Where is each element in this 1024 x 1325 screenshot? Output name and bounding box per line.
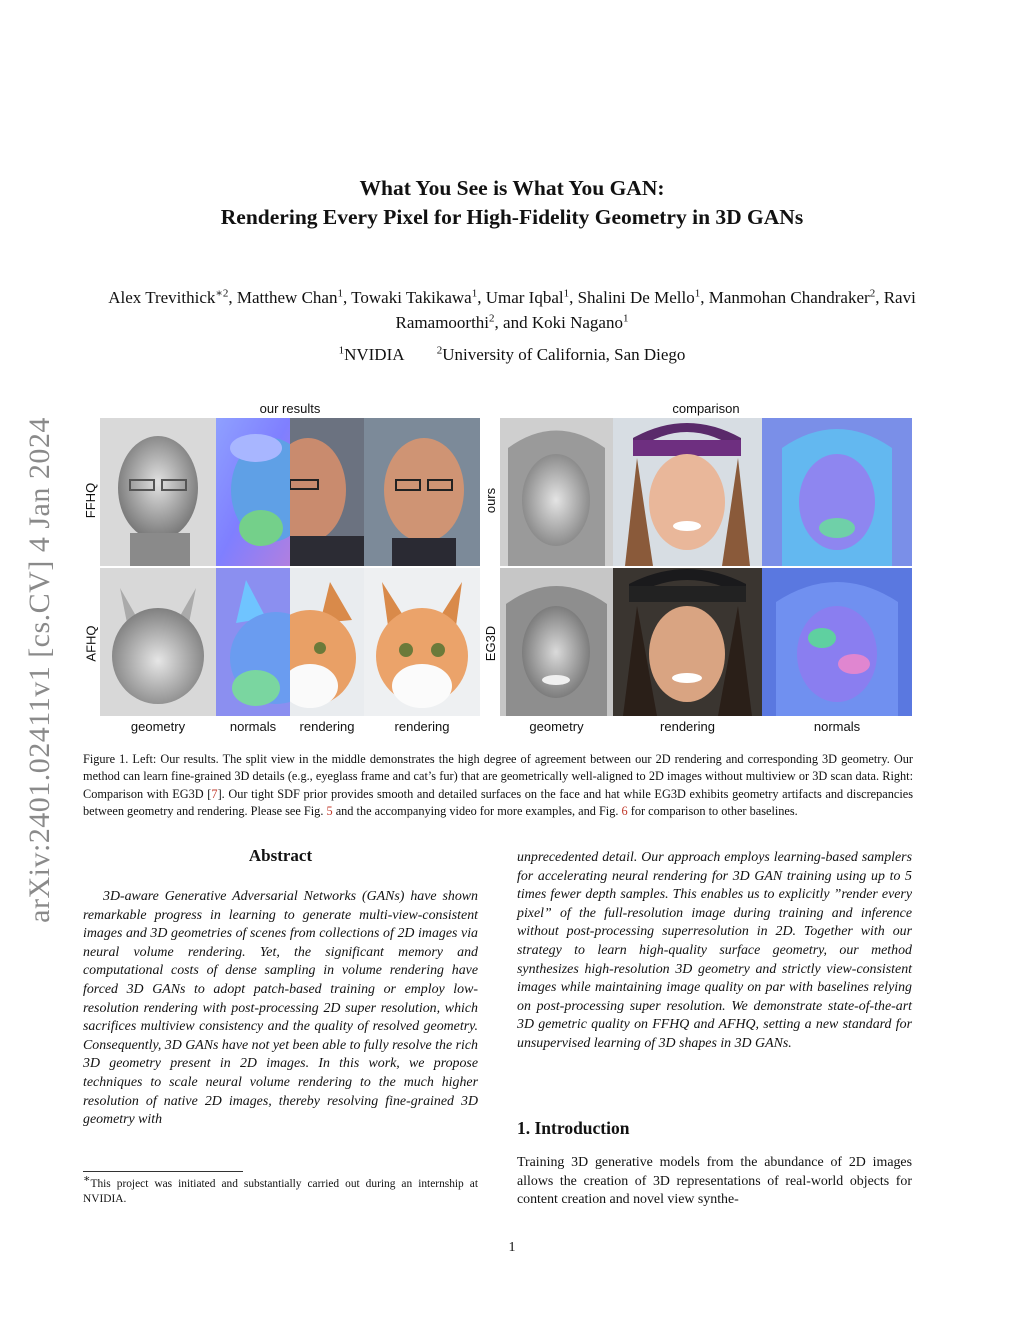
afhq-rendering-split-image — [290, 568, 364, 716]
arxiv-stamp — [18, 380, 62, 960]
figure-link[interactable]: 5 — [326, 804, 333, 819]
author: Shalini De Mello$^1$, — [577, 287, 709, 307]
author: Towaki Takikawa$^1$, — [351, 287, 486, 307]
col-label-rendering-right: rendering — [660, 719, 715, 734]
page-number: 1 — [508, 1240, 516, 1255]
arxiv-stamp-text: arXiv:2401.02411v1 [cs.CV] 4 Jan 2024 — [23, 417, 57, 923]
col-label-rendering-split: rendering — [299, 719, 355, 734]
eg3d-normals-image — [762, 568, 912, 716]
abstract-heading: Abstract — [248, 846, 313, 865]
ffhq-normals-image — [216, 418, 290, 566]
eg3d-geometry-image — [500, 568, 613, 716]
affiliation-2: $^2$University of California, San Diego — [436, 344, 686, 364]
afhq-rendering-image — [364, 568, 480, 716]
col-label-geometry-left: geometry — [130, 719, 186, 734]
ours-normals-image — [762, 418, 912, 566]
figure-link[interactable]: 6 — [621, 804, 628, 819]
ours-geometry-image — [500, 418, 613, 566]
footnote: ∗This project was initiated and substantially carried out during an internship at NVIDIA. — [83, 1173, 478, 1205]
afhq-normals-image — [216, 568, 290, 716]
author: Ravi Ramamoorthi$^2$, and — [395, 288, 916, 332]
figure-header-right: comparison — [672, 401, 740, 416]
author: Alex Trevithick$^{∗2}$, — [108, 287, 237, 307]
introduction-paragraph: Training 3D generative models from the abundance of 2D images allows the creation of 3D representations of real-world objects for content creation and novel view synthe- — [517, 1155, 912, 1208]
affiliation-1: $^1$NVIDIA — [338, 344, 405, 364]
author-list — [90, 285, 934, 335]
ours-rendering-image — [613, 418, 762, 566]
row-label-eg3d: EG3D — [483, 625, 499, 661]
col-label-geometry-right: geometry — [529, 719, 584, 734]
figure-caption: Figure 1. Left: Our results. The split view in the middle demonstrates the high degree of agreement between our 2D rendering and corresponding 3D geometry. Our method can learn fine-grained 3D details (e.g., eyeglass frame and cat’s fur) that are geometrically well-aligned to 2D images without multiview or 3D scan data. Right: Comparison with EG3D [7]. Our tight SDF prior provides smooth and detailed surfaces on the face and hat while EG3D exhibits geometry artifacts and discrepancies between geometry and rendering. Please see Fig. 5 and the accompanying video for more examples, and Fig. 6 for comparison to other baselines. — [83, 752, 913, 819]
ffhq-rendering-image — [364, 418, 480, 566]
citation-link[interactable]: 7 — [211, 786, 218, 801]
abstract-paragraph-2: unprecedented detail. Our approach employs learning-based samplers for accelerating neural rendering for 3D GAN training using up to 5 times fewer depth samples. This enables us to explicitly ”render every pixel” of the full-resolution image during training and inference without post-processing superresolution in 2D. Together with our strategy to learn high-quality surface geometry, our method synthesizes high-resolution 3D geometry and strictly view-consistent images while maintaining image quality on par with baselines relying on post-processing super resolution. We demonstrate state-of-the-art 3D gemetric quality on FFHQ and AFHQ, setting a new standard for unsupervised learning of 3D shapes in 3D GANs. — [517, 850, 912, 1051]
author: Koki Nagano$^1$ — [531, 312, 629, 332]
col-label-rendering-left: rendering — [394, 719, 450, 734]
author: Umar Iqbal$^1$, — [485, 287, 578, 307]
title-line-2: Rendering Every Pixel for High-Fidelity Geometry in 3D GANs — [220, 205, 804, 229]
row-label-ours: ours — [483, 487, 499, 513]
abstract-paragraph-1: 3D-aware Generative Adversarial Networks (GANs) have shown remarkable progress in learning to generate multi-view-consistent images and 3D geometries of scenes from collections of 2D images via neural volume rendering. Yet, the significant memory and computational costs of dense sampling in volume rendering have forced 3D GANs to adopt patch-based training or employ low-resolution rendering with post-processing 2D super resolution, which sacrifices multiview consistency and the quality of resolved geometry. Consequently, 3D GANs have not yet been able to fully resolve the rich 3D geometry present in 2D images. In this work, we propose techniques to scale neural volume rendering to the much higher resolution of native 2D images, thereby resolving fine-grained 3D geometry with — [83, 889, 478, 1128]
affiliations — [0, 345, 1024, 365]
afhq-geometry-image — [100, 568, 216, 716]
row-label-ffhq: FFHQ — [83, 482, 99, 518]
col-label-normals-right: normals — [813, 719, 861, 734]
eg3d-rendering-image — [613, 568, 762, 716]
paper-title — [0, 174, 1024, 232]
figure-header-left: our results — [259, 401, 321, 416]
col-label-normals-left: normals — [229, 719, 277, 734]
footnote-rule — [83, 1171, 243, 1172]
author: Matthew Chan$^1$, — [236, 287, 352, 307]
ffhq-geometry-image — [100, 418, 216, 566]
author: Manmohan Chandraker$^2$, — [708, 287, 884, 307]
title-line-1: What You See is What You GAN: — [359, 176, 665, 200]
row-label-afhq: AFHQ — [83, 624, 99, 662]
ffhq-rendering-split-image — [290, 418, 364, 566]
section-heading-introduction: 1. Introduction — [517, 1118, 630, 1138]
